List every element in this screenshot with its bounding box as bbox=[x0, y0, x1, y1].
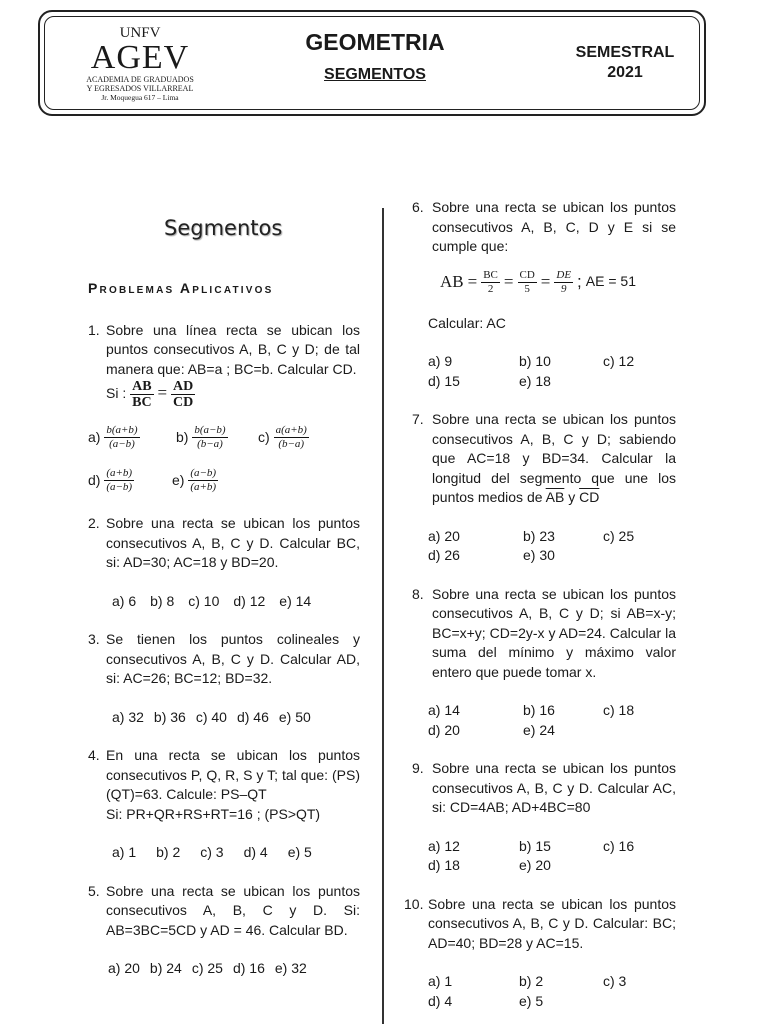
fraction-ab-bc bbox=[130, 379, 153, 410]
option-b[interactable]: b) 2 bbox=[519, 973, 544, 989]
section-title: Segmentos bbox=[164, 216, 283, 240]
problem-6-equation bbox=[404, 269, 676, 296]
option-b[interactable]: b) 16 bbox=[523, 702, 555, 718]
option-d[interactable]: d) 20 bbox=[428, 721, 460, 738]
si-label: Si : bbox=[106, 385, 127, 402]
frac-num: AD bbox=[172, 379, 194, 394]
term: SEMESTRAL bbox=[575, 44, 675, 61]
problem-6 bbox=[404, 198, 676, 257]
option-d[interactable]: d) 18 bbox=[428, 857, 460, 873]
option-a[interactable]: a) 1 bbox=[428, 973, 453, 989]
option-a[interactable]: a) 14 bbox=[428, 702, 460, 718]
option-b[interactable] bbox=[176, 424, 258, 451]
option-d[interactable]: d) 4 bbox=[243, 844, 268, 860]
option-c[interactable]: c) 18 bbox=[603, 702, 635, 718]
option-b[interactable]: b) 36 bbox=[153, 708, 186, 725]
problem-4 bbox=[88, 746, 360, 824]
option-d[interactable]: d) 12 bbox=[233, 592, 266, 609]
option-fraction: $\frac{b(a-b)}{(b-a)}$ bbox=[194, 424, 226, 450]
equals-sign: = bbox=[467, 272, 478, 292]
problem-condition bbox=[106, 379, 360, 410]
problem-2-options bbox=[88, 592, 360, 612]
option-c[interactable]: c) 16 bbox=[603, 837, 635, 854]
eq-ab: AB bbox=[440, 272, 464, 292]
problem-3 bbox=[88, 630, 360, 689]
option-c[interactable]: c) 40 bbox=[195, 708, 227, 725]
problem-text: Sobre una recta se ubican los puntos consecutivos A, B, C y D. Calcular: BC; AD=40; BD=28 y AC=15. bbox=[428, 895, 676, 951]
option-fraction: $\frac{b(a+b)}{(a-b)}$ bbox=[106, 424, 138, 450]
option-c[interactable]: c) 3 bbox=[200, 844, 224, 860]
left-column bbox=[88, 213, 360, 979]
option-b[interactable]: b) 23 bbox=[523, 527, 555, 544]
problem-2 bbox=[88, 514, 360, 573]
option-e[interactable] bbox=[172, 467, 218, 494]
problem-text: Sobre una recta se ubican los puntos consecutivos A, B, C y D. Si: AB=3BC=5CD y AD = 46. Calcular BD. bbox=[106, 882, 360, 938]
agev-logo bbox=[65, 25, 215, 102]
problem-8-options bbox=[404, 701, 676, 740]
problem-number: 9. bbox=[412, 760, 424, 776]
logo-agev: AGEV bbox=[90, 39, 190, 76]
problem-6-ask: Calcular: AC bbox=[428, 314, 506, 331]
year: 2021 bbox=[607, 64, 643, 81]
problem-7 bbox=[404, 410, 676, 508]
problem-number: 8. bbox=[412, 585, 424, 602]
option-label: c) bbox=[258, 428, 270, 445]
option-c[interactable] bbox=[258, 424, 309, 451]
option-d[interactable]: d) 15 bbox=[428, 372, 460, 389]
option-c[interactable]: c) 25 bbox=[191, 960, 223, 976]
problem-condition: Si: PR+QR+RS+RT=16 ; (PS>QT) bbox=[106, 805, 321, 822]
problem-number: 1. bbox=[88, 321, 100, 338]
option-d[interactable] bbox=[88, 467, 172, 494]
segment-cd: $\overline{CD}$ bbox=[579, 489, 600, 505]
problem-text: Sobre una recta se ubican los puntos consecutivos A, B, C y D. Calcular AC, si: CD=4AB; AD+4BC=80 bbox=[432, 760, 676, 815]
fraction-bc-2: $\frac{BC}{2}$ bbox=[483, 268, 498, 295]
semicolon: ; bbox=[577, 272, 582, 292]
problem-8 bbox=[404, 585, 676, 683]
problem-1 bbox=[88, 321, 360, 411]
logo-subtitle-1: ACADEMIA DE GRADUADOS bbox=[86, 75, 194, 84]
topic-title: SEGMENTOS bbox=[324, 66, 426, 83]
problem-3-options bbox=[88, 708, 360, 728]
segment-ab: $\overline{AB}$ bbox=[545, 489, 565, 505]
fraction-de-9: $\frac{DE}{9}$ bbox=[556, 268, 572, 295]
equals-sign: = bbox=[503, 272, 514, 292]
option-e[interactable]: e) 32 bbox=[274, 960, 307, 976]
problem-10-options bbox=[404, 972, 676, 1011]
option-label: e) bbox=[172, 471, 185, 488]
problem-6-options bbox=[404, 352, 676, 391]
problem-10 bbox=[404, 895, 676, 954]
course-title: GEOMETRIA bbox=[305, 29, 445, 55]
option-e[interactable]: e) 14 bbox=[279, 592, 312, 609]
option-a[interactable]: a) 12 bbox=[428, 837, 460, 854]
frac-num: AB bbox=[132, 379, 152, 394]
fraction-ad-cd bbox=[171, 379, 195, 410]
option-c[interactable]: c) 12 bbox=[603, 353, 635, 369]
option-b[interactable]: b) 10 bbox=[519, 353, 551, 369]
option-c[interactable]: c) 10 bbox=[188, 592, 220, 609]
term-label bbox=[555, 43, 695, 83]
conj-y: y bbox=[568, 489, 576, 505]
page-header bbox=[38, 10, 706, 116]
frac-den: CD bbox=[172, 395, 194, 410]
option-e[interactable]: e) 5 bbox=[287, 844, 312, 860]
problem-7-options bbox=[404, 527, 676, 566]
logo-unfv: UNFV bbox=[119, 25, 161, 41]
option-e[interactable]: e) 5 bbox=[519, 992, 544, 1009]
option-a[interactable]: a) 9 bbox=[428, 353, 453, 369]
problem-number: 2. bbox=[88, 515, 100, 531]
option-b[interactable]: b) 2 bbox=[156, 844, 181, 860]
option-fraction: $\frac{a(a+b)}{(b-a)}$ bbox=[275, 424, 307, 450]
equals-sign: = bbox=[157, 383, 168, 403]
problem-5-options bbox=[88, 959, 360, 979]
right-column bbox=[404, 198, 676, 1011]
logo-subtitle-2: Y EGRESADOS VILLARREAL bbox=[86, 84, 194, 93]
option-b[interactable]: b) 15 bbox=[519, 837, 551, 854]
problem-text: Sobre una línea recta se ubican los puntos consecutivos A, B, C y D; de tal manera que: AB=a ; BC=b. Calcular CD. bbox=[106, 321, 360, 377]
option-c[interactable]: c) 25 bbox=[603, 527, 635, 544]
problem-1-options-row2 bbox=[88, 467, 360, 494]
equals-sign: = bbox=[540, 272, 551, 292]
option-d[interactable]: d) 46 bbox=[236, 708, 269, 725]
problem-4-options bbox=[88, 843, 360, 863]
problem-number: 4. bbox=[88, 747, 100, 763]
problem-text: Se tienen los puntos colineales y consecutivos A, B, C y D. Calcular AD, si: AC=26; BC=12; BD=32. bbox=[106, 631, 360, 686]
section-subtitle: Problemas Aplicativos bbox=[88, 280, 274, 296]
problem-5 bbox=[88, 882, 360, 941]
option-a[interactable]: a) 20 bbox=[428, 527, 460, 544]
problem-text: En una recta se ubican los puntos consecutivos P, Q, R, S y T; tal que: (PS)(QT)=63. Calcule: PS–QT bbox=[106, 747, 360, 802]
problem-number: 6. bbox=[412, 199, 424, 215]
option-label: a) bbox=[88, 428, 101, 445]
problem-9-options bbox=[404, 837, 676, 876]
option-label: b) bbox=[176, 428, 189, 445]
option-e[interactable]: e) 20 bbox=[519, 857, 551, 873]
option-fraction: $\frac{(a+b)}{(a-b)}$ bbox=[106, 467, 133, 493]
problem-text: Sobre una recta se ubican los puntos consecutivos A, B, C y D; si AB=x-y; BC=x+y; CD=2y-x y AD=24. Calcular la suma del mínimo y máximo valor entero que puede tomar x. bbox=[432, 585, 676, 680]
problem-number: 5. bbox=[88, 882, 100, 899]
option-a[interactable]: a) 1 bbox=[112, 844, 137, 860]
option-a[interactable]: a) 32 bbox=[112, 708, 144, 725]
option-e[interactable]: e) 24 bbox=[523, 721, 555, 738]
option-a[interactable] bbox=[88, 424, 176, 451]
problem-1-options-row1 bbox=[88, 424, 360, 451]
problem-number: 7. bbox=[412, 411, 424, 427]
option-a[interactable]: a) 20 bbox=[108, 960, 140, 976]
problem-text: Sobre una recta se ubican los puntos consecutivos A, B, C, D y E si se cumple que: bbox=[432, 199, 676, 254]
problem-text bbox=[432, 410, 676, 508]
problem-9 bbox=[404, 759, 676, 818]
problem-text: Sobre una recta se ubican los puntos consecutivos A, B, C y D. Calcular BC, si: AD=30; AC=18 y BD=20. bbox=[106, 515, 360, 570]
logo-address: Jr. Moquegua 617 – Lima bbox=[101, 93, 179, 102]
option-label: d) bbox=[88, 471, 101, 488]
problem-number: 3. bbox=[88, 631, 100, 647]
frac-den: BC bbox=[132, 395, 152, 410]
option-e[interactable]: e) 18 bbox=[519, 372, 551, 389]
option-e[interactable]: e) 50 bbox=[278, 708, 311, 725]
problem-text-body: Sobre una recta se ubican los puntos consecutivos A, B, C y D; sabiendo que AC=18 y BD=34. Calcular la longitud del segmento que une los puntos medios de bbox=[432, 411, 676, 505]
fraction-cd-5: $\frac{CD}{5}$ bbox=[519, 268, 535, 295]
option-d[interactable]: d) 4 bbox=[428, 992, 453, 1009]
option-fraction: $\frac{(a-b)}{(a+b)}$ bbox=[190, 467, 217, 493]
problem-number: 10. bbox=[404, 895, 424, 912]
option-d[interactable]: d) 26 bbox=[428, 547, 460, 563]
option-b[interactable]: b) 24 bbox=[149, 960, 182, 976]
option-d[interactable]: d) 16 bbox=[232, 960, 265, 976]
eq-ae: AE = 51 bbox=[585, 273, 636, 290]
header-frame bbox=[44, 16, 700, 110]
option-a[interactable]: a) 6 bbox=[112, 592, 137, 609]
option-b[interactable]: b) 8 bbox=[150, 592, 175, 609]
option-e[interactable]: e) 30 bbox=[523, 547, 555, 563]
column-divider bbox=[382, 208, 384, 1024]
option-c[interactable]: c) 3 bbox=[603, 973, 627, 989]
